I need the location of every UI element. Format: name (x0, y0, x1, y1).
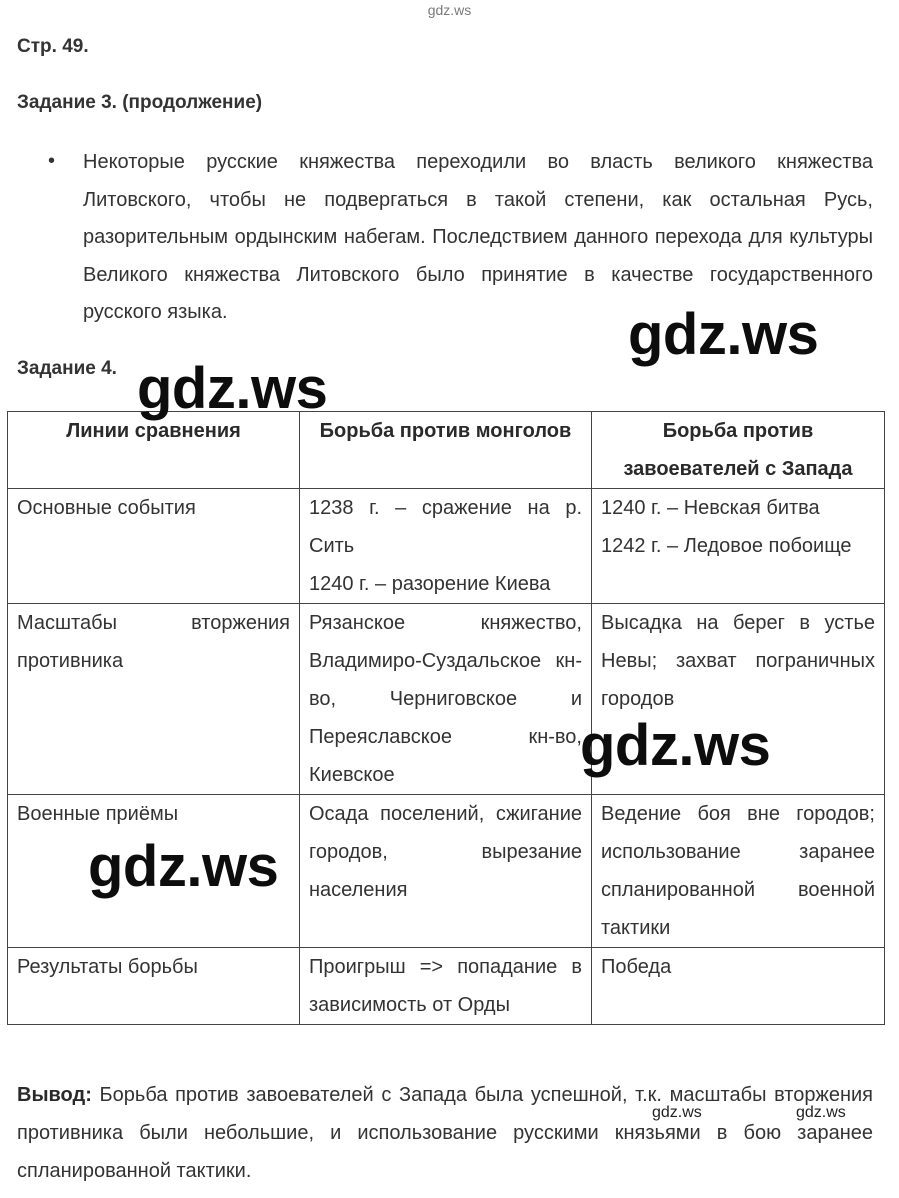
watermark-large: gdz.ws (628, 302, 819, 367)
cell-text: 1238 г. – сражение на р. Сить (309, 497, 582, 557)
table-cell: Рязанское княжество, Владимиро-Суздальское кн-во, Черниговское и Переяславское кн-во, Киевское (300, 604, 592, 795)
table-row (8, 489, 885, 604)
table-cell (300, 489, 592, 604)
conclusion-text: Борьба против завоевателей с Запада была успешной, т.к. масштабы вторжения противника были небольшие, и использование русскими князьями в бою заранее спланированной тактики. (17, 1084, 874, 1182)
watermark-top: gdz.ws (427, 2, 472, 18)
task3-heading: Задание 3. (продолжение) (17, 92, 263, 113)
cell-text: 1240 г. – Невская битва (601, 497, 820, 519)
task4-heading: Задание 4. (17, 358, 117, 379)
watermark-large: gdz.ws (580, 713, 771, 778)
table-cell: Осада поселений, сжигание городов, вырезание населения (300, 795, 592, 948)
header-cell: Линии сравнения (8, 412, 300, 489)
conclusion-label: Вывод: (17, 1084, 92, 1106)
page-label: Стр. 49. (17, 36, 89, 57)
cell-text: 1242 г. – Ледовое побоище (601, 535, 852, 557)
watermark-large: gdz.ws (137, 356, 328, 421)
header-cell: Борьба против монголов (300, 412, 592, 489)
table-cell: Ведение боя вне городов; использование заранее спланированной военной тактики (592, 795, 885, 948)
table-cell: Военные приёмы (8, 795, 300, 948)
table-cell: Высадка на берег в устье Невы; захват пограничных городов (592, 604, 885, 795)
table-cell: Результаты борьбы (8, 948, 300, 1025)
conclusion (17, 1076, 873, 1190)
watermark-small: gdz.ws (652, 1104, 702, 1121)
table-cell (592, 489, 885, 604)
cell-text: 1240 г. – разорение Киева (309, 573, 551, 595)
bullet-icon: • (48, 150, 56, 172)
table-cell: Масштабы вторжения противника (8, 604, 300, 795)
table-cell: Проигрыш => попадание в зависимость от Орды (300, 948, 592, 1025)
table-row (8, 948, 885, 1025)
task3-bullet-text: Некоторые русские княжества переходили во власть великого княжества Литовского, чтобы не подвергаться в такой степени, как остальная Русь, разорительным ордынским набегам. Последствием данного перехода для культуры Великого княжества Литовского было принятие в качестве государственного русского языка. (83, 151, 873, 323)
header-cell: Борьба против завоевателей с Запада (592, 412, 885, 489)
watermark-small: gdz.ws (796, 1104, 846, 1121)
table-header-row (8, 412, 885, 489)
table-cell: Победа (592, 948, 885, 1025)
watermark-large: gdz.ws (88, 834, 279, 899)
table-cell: Основные события (8, 489, 300, 604)
